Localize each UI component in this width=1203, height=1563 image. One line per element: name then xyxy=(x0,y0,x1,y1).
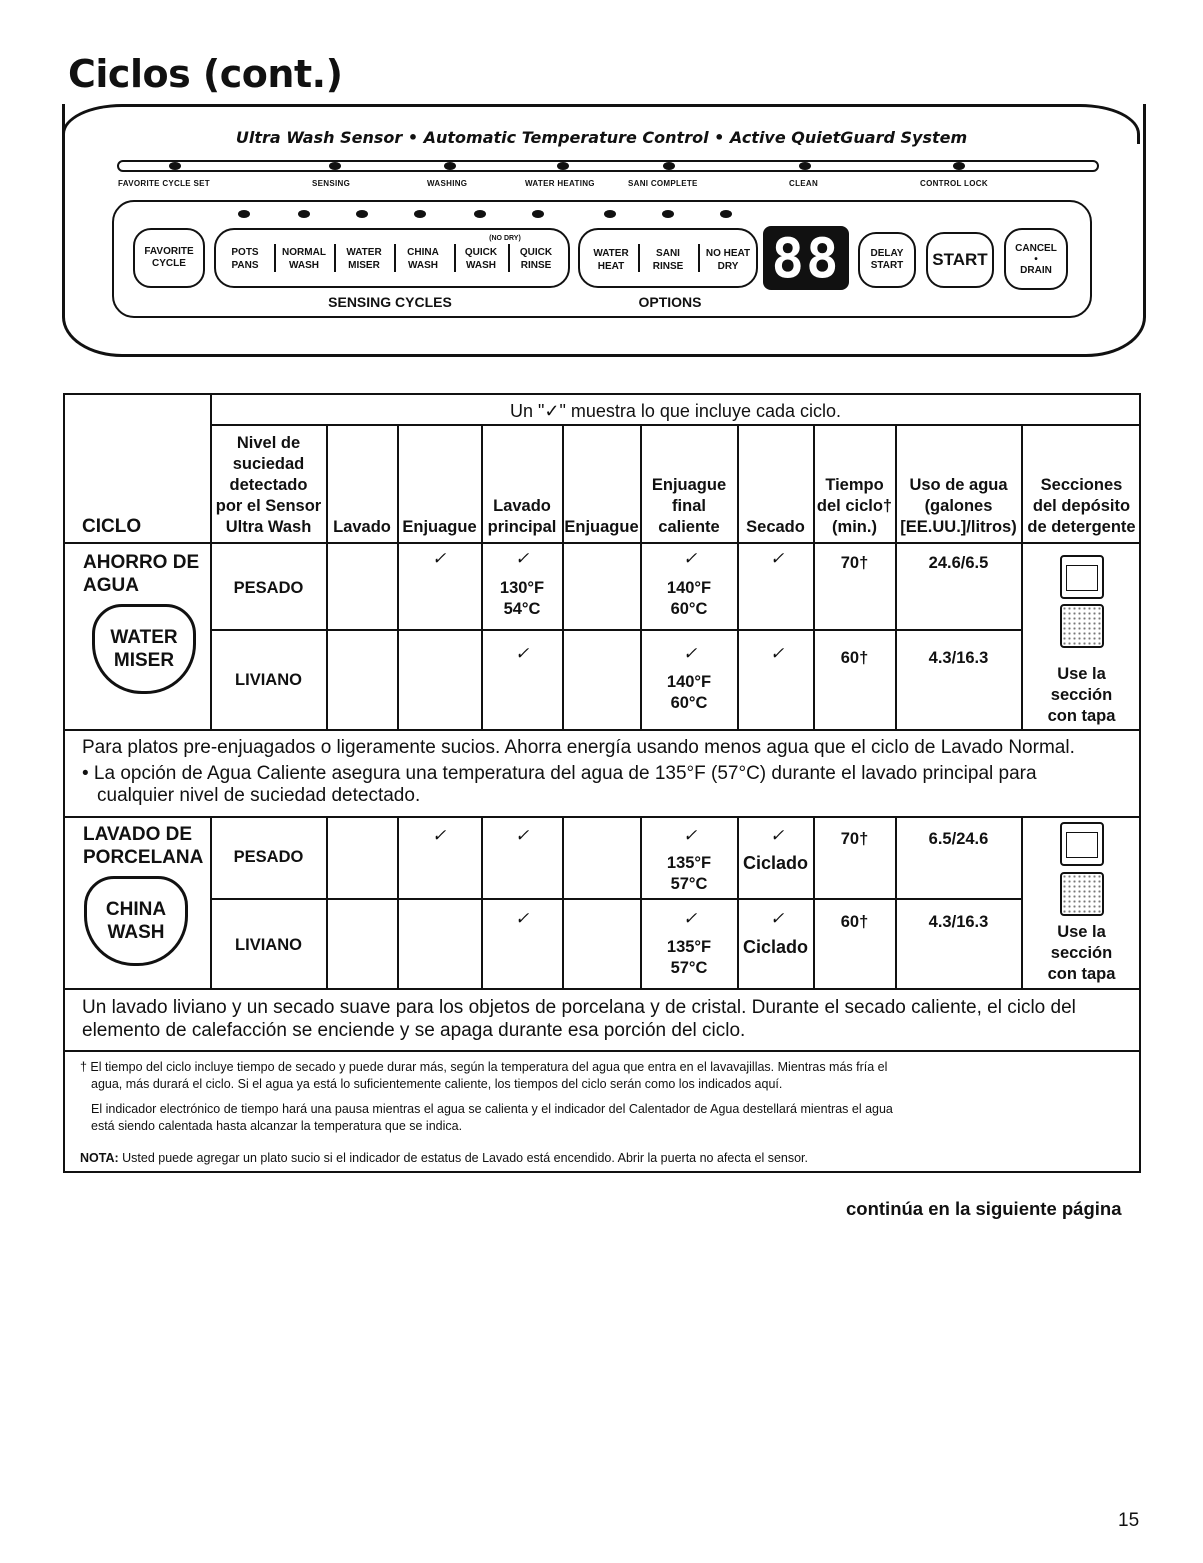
detergent-cup-icon xyxy=(1060,604,1104,648)
check-mark: ✓ xyxy=(683,644,698,663)
rule xyxy=(397,424,399,730)
rule xyxy=(562,424,564,730)
header-secado: Secado xyxy=(746,518,805,536)
led-indicator xyxy=(557,162,569,170)
page-title: Ciclos (cont.) xyxy=(68,52,343,96)
led-indicator xyxy=(356,210,368,218)
check-mark: ✓ xyxy=(432,549,447,568)
status-label: WATER HEATING xyxy=(525,179,595,188)
cycle-time: 70† xyxy=(840,830,869,848)
rule xyxy=(813,424,815,730)
cycle-time: 60† xyxy=(840,649,869,667)
main-wash-temp: 130°F 54°C xyxy=(499,579,545,618)
normal-wash-button[interactable]: NORMAL WASH xyxy=(282,247,326,271)
nota-text: Usted puede agregar un plato sucio si el indicador de estatus de Lavado está encendido. Abrir la puerta no afecta el sensor. xyxy=(118,1151,808,1165)
footnote-dagger-cont: agua, más durará el ciclo. Si el agua ya está lo suficientemente caliente, los tiempos del ciclo serán como los indicados aquí. xyxy=(91,1077,783,1091)
page-number: 15 xyxy=(1118,1510,1140,1531)
water-usage: 4.3/16.3 xyxy=(928,913,989,931)
rule xyxy=(210,629,1021,631)
water-usage: 24.6/6.5 xyxy=(928,554,989,572)
check-mark: ✓ xyxy=(432,826,447,845)
status-label: CONTROL LOCK xyxy=(920,179,988,188)
water-miser-badge: WATER MISER xyxy=(92,604,196,694)
favorite-cycle-button[interactable]: FAVORITE CYCLE xyxy=(133,228,205,288)
header-secciones: Secciones del depósito de detergente xyxy=(1027,476,1136,536)
rule xyxy=(63,988,1141,990)
final-rinse-temp: 140°F 60°C xyxy=(666,673,712,712)
level-liviano: LIVIANO xyxy=(235,671,302,689)
header-ciclo: CICLO xyxy=(82,516,142,537)
led-indicator xyxy=(238,210,250,218)
rule xyxy=(63,816,1141,818)
footnote-timer-cont: está siendo calentada hasta alcanzar la temperatura que se indica. xyxy=(91,1119,463,1133)
cycle-description-bullet-cont: cualquier nivel de suciedad detectado. xyxy=(97,785,421,806)
cycle-description: Para platos pre-enjuagados o ligeramente sucios. Ahorra energía usando menos agua que el ciclo de Lavado Normal. xyxy=(82,737,1075,758)
header-enjuague-2: Enjuague xyxy=(564,518,639,536)
check-mark: ✓ xyxy=(515,826,530,845)
led-indicator xyxy=(444,162,456,170)
led-indicator xyxy=(414,210,426,218)
cycle-description: Un lavado liviano y un secado suave para los objetos de porcelana y de cristal. Durante el secado caliente, el ciclo del xyxy=(82,997,1076,1018)
check-mark: ✓ xyxy=(515,549,530,568)
level-pesado: PESADO xyxy=(233,848,304,866)
final-rinse-temp: 140°F 60°C xyxy=(666,579,712,618)
status-label: SENSING xyxy=(312,179,351,188)
china-wash-badge: CHINA WASH xyxy=(84,876,188,966)
water-miser-button[interactable]: WATER MISER xyxy=(346,247,382,271)
water-heat-button[interactable]: WATER HEAT xyxy=(593,248,629,272)
quick-rinse-button[interactable]: QUICK RINSE xyxy=(519,247,553,271)
led-indicator xyxy=(663,162,675,170)
level-pesado: PESADO xyxy=(233,579,304,597)
rule xyxy=(63,1050,1141,1052)
water-usage: 6.5/24.6 xyxy=(928,830,989,848)
rule xyxy=(895,424,897,730)
led-indicator xyxy=(662,210,674,218)
dry-type: Ciclado xyxy=(742,853,808,873)
sensing-cycles-label: SENSING CYCLES xyxy=(328,294,452,310)
check-mark: ✓ xyxy=(770,826,785,845)
cycle-name-china-wash: LAVADO DE PORCELANA xyxy=(83,824,204,868)
header-uso-agua: Uso de agua (galones [EE.UU.]/litros) xyxy=(900,476,1017,536)
led-indicator xyxy=(298,210,310,218)
led-indicator xyxy=(474,210,486,218)
rule xyxy=(63,729,1141,731)
options-label: OPTIONS xyxy=(638,294,702,310)
check-mark: ✓ xyxy=(683,549,698,568)
header-nivel: Nivel de suciedad detectado por el Sensor Ultra Wash xyxy=(215,434,322,536)
cycle-description-bullet: • La opción de Agua Caliente asegura una temperatura del agua de 135°F (57°C) durante el lavado principal para xyxy=(82,763,1037,784)
table-caption: Un "✓" muestra lo que incluye cada ciclo. xyxy=(509,401,841,421)
status-label: SANI COMPLETE xyxy=(628,179,698,188)
led-indicator xyxy=(604,210,616,218)
header-tiempo: Tiempo del ciclo† (min.) xyxy=(816,476,893,536)
final-rinse-temp: 135°F 57°C xyxy=(666,854,712,893)
detergent-dispenser-icon xyxy=(1060,822,1104,866)
rule xyxy=(562,816,564,988)
detergent-cup-icon xyxy=(1060,872,1104,916)
rule xyxy=(326,424,328,730)
led-indicator xyxy=(720,210,732,218)
cycle-description-cont: elemento de calefacción se enciende y se apaga durante esa porción del ciclo. xyxy=(82,1020,746,1041)
detergent-note: Use la sección con tapa xyxy=(1047,665,1116,725)
rule xyxy=(210,424,1141,426)
rule xyxy=(326,816,328,988)
led-indicator xyxy=(532,210,544,218)
status-indicator-bar xyxy=(117,160,1099,172)
panel-headline: Ultra Wash Sensor • Automatic Temperature Control • Active QuietGuard System xyxy=(235,128,968,147)
rule xyxy=(737,424,739,730)
check-mark: ✓ xyxy=(515,644,530,663)
delay-start-button[interactable]: DELAY START xyxy=(858,232,916,288)
pots-pans-button[interactable]: POTS PANS xyxy=(231,247,259,271)
check-mark: ✓ xyxy=(770,644,785,663)
rule xyxy=(397,816,399,988)
digital-display: 88 xyxy=(763,226,849,290)
led-indicator xyxy=(169,162,181,170)
led-indicator xyxy=(329,162,341,170)
cancel-drain-button[interactable]: CANCEL • DRAIN xyxy=(1004,228,1068,290)
header-enjuague: Enjuague xyxy=(402,518,477,536)
led-indicator xyxy=(953,162,965,170)
rule xyxy=(481,816,483,988)
no-heat-dry-button[interactable]: NO HEAT DRY xyxy=(705,248,751,272)
check-mark: ✓ xyxy=(770,549,785,568)
header-lavado-principal: Lavado principal xyxy=(487,497,557,536)
check-mark: ✓ xyxy=(683,826,698,845)
footnote-timer: El indicador electrónico de tiempo hará una pausa mientras el agua se calienta y el indicador del Calentador de Agua destellará mientras el agua xyxy=(91,1102,893,1116)
no-dry-label: (NO DRY) xyxy=(489,235,521,242)
cycle-time: 60† xyxy=(840,913,869,931)
rule xyxy=(210,898,1021,900)
detergent-dispenser-icon xyxy=(1060,555,1104,599)
check-mark: ✓ xyxy=(770,909,785,928)
dry-type: Ciclado xyxy=(742,937,808,957)
rule xyxy=(737,816,739,988)
header-lavado: Lavado xyxy=(333,518,391,536)
quick-wash-button[interactable]: QUICK WASH xyxy=(464,247,498,271)
nota-label: NOTA: xyxy=(80,1151,119,1165)
header-enjuague-final: Enjuague final caliente xyxy=(651,476,727,536)
rule xyxy=(63,542,1141,544)
final-rinse-temp: 135°F 57°C xyxy=(666,938,712,977)
check-mark: ✓ xyxy=(515,909,530,928)
start-button[interactable]: START xyxy=(926,232,994,288)
nota-line xyxy=(80,1150,808,1167)
check-mark: ✓ xyxy=(683,909,698,928)
cycle-name-water-miser: AHORRO DE AGUA xyxy=(83,552,200,596)
level-liviano: LIVIANO xyxy=(235,936,302,954)
footnote-dagger: † El tiempo del ciclo incluye tiempo de secado y puede durar más, según la temperatura del agua que entra en el lavavajillas. Mientras más fría el xyxy=(80,1060,888,1074)
rule xyxy=(210,816,212,988)
rule xyxy=(481,424,483,730)
status-label: CLEAN xyxy=(789,179,819,188)
continued-note: continúa en la siguiente página xyxy=(846,1198,1122,1219)
sani-rinse-button[interactable]: SANI RINSE xyxy=(652,248,684,272)
status-label: WASHING xyxy=(427,179,468,188)
detergent-note: Use la sección con tapa xyxy=(1047,923,1116,983)
led-indicator xyxy=(799,162,811,170)
cycle-time: 70† xyxy=(840,554,869,572)
status-label: FAVORITE CYCLE SET xyxy=(118,179,210,188)
china-wash-button[interactable]: CHINA WASH xyxy=(407,247,439,271)
water-usage: 4.3/16.3 xyxy=(928,649,989,667)
